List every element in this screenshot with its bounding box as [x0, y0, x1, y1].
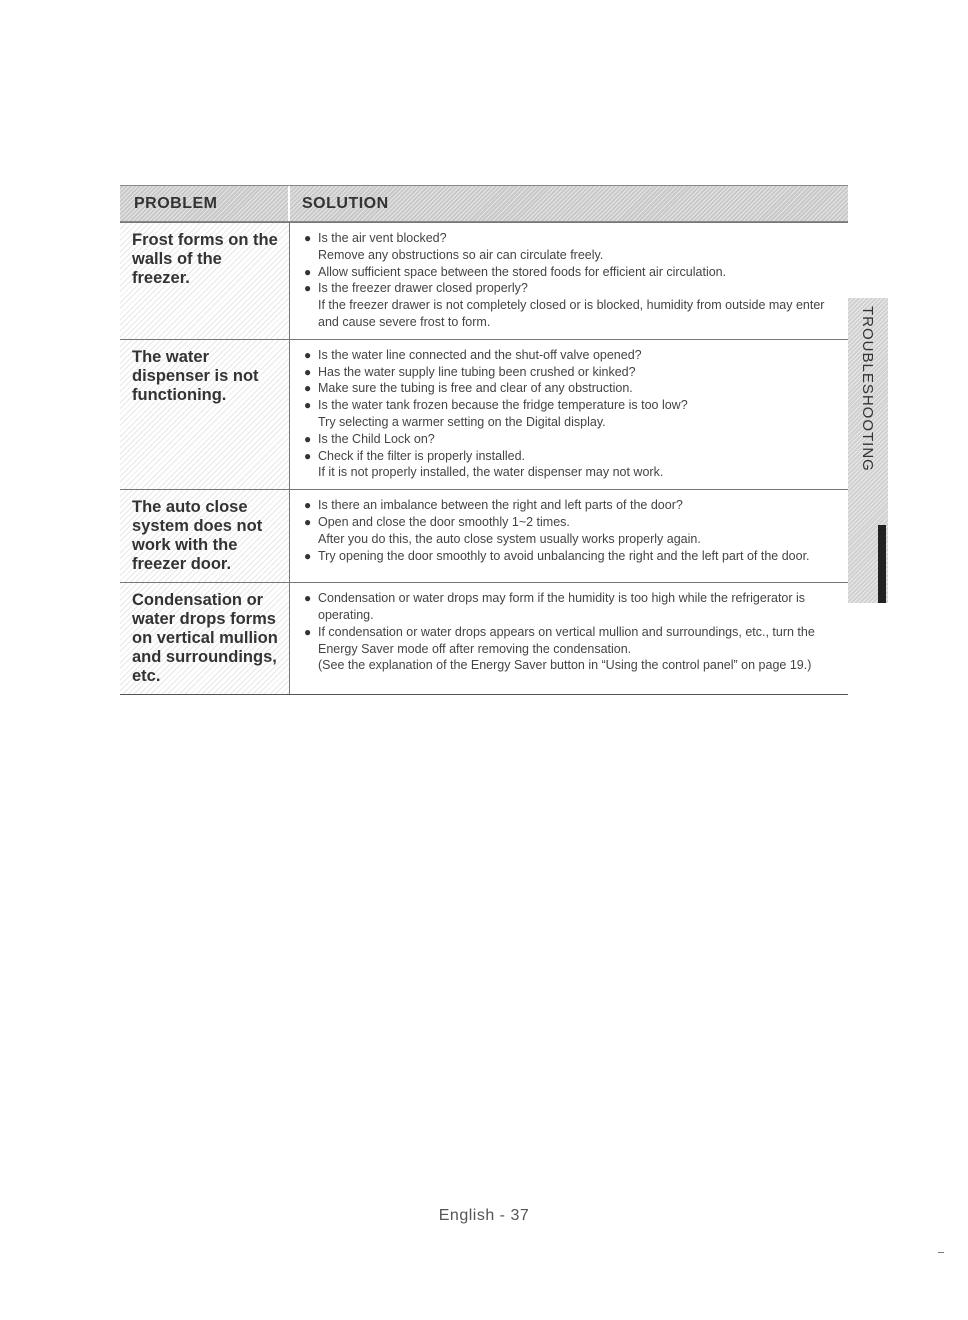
problem-cell: Frost forms on the walls of the freezer.	[120, 223, 290, 339]
bullet-icon: ●	[304, 514, 312, 529]
solution-text: Is the freezer drawer closed properly?	[318, 281, 528, 296]
bullet-icon: ●	[304, 431, 312, 446]
solution-text: Make sure the tubing is free and clear of any obstruction.	[318, 381, 633, 396]
problem-cell: The auto close system does not work with the freezer door.	[120, 490, 290, 582]
solution-text: Is the water line connected and the shut-off valve opened?	[318, 347, 642, 362]
bullet-icon: ●	[304, 398, 312, 413]
solution-text: After you do this, the auto close system usually works properly again.	[318, 531, 701, 546]
table-row	[120, 489, 848, 582]
solution-cell	[290, 340, 848, 489]
problem-cell: Condensation or water drops forms on vertical mullion and surroundings, etc.	[120, 583, 290, 694]
solution-text: Try opening the door smoothly to avoid unbalancing the right and the left part of the door.	[318, 548, 810, 563]
solution-text: Try selecting a warmer setting on the Digital display.	[318, 414, 606, 429]
troubleshooting-table	[120, 185, 848, 695]
solution-text: Remove any obstructions so air can circulate freely.	[318, 247, 604, 262]
bullet-icon: ●	[304, 624, 312, 639]
page-number: English - 37	[438, 1207, 530, 1224]
bullet-icon: ●	[304, 381, 312, 396]
bullet-icon: ●	[304, 498, 312, 513]
bullet-icon: ●	[304, 591, 312, 606]
bullet-icon: ●	[304, 281, 312, 296]
solution-cell	[290, 490, 848, 582]
solution-text: Is there an imbalance between the right and left parts of the door?	[318, 498, 683, 513]
bullet-icon: ●	[304, 364, 312, 379]
solution-column-header: SOLUTION	[302, 194, 389, 212]
bullet-icon: ●	[304, 264, 312, 279]
table-row	[120, 582, 848, 694]
solution-text: Open and close the door smoothly 1~2 times.	[318, 514, 570, 529]
bullet-icon: ●	[304, 347, 312, 362]
solution-text: Condensation or water drops may form if the humidity is too high while the refrigerator is operating.	[318, 591, 806, 622]
solution-text: Is the water tank frozen because the fridge temperature is too low?	[318, 398, 688, 413]
solution-text: (See the explanation of the Energy Saver button in “Using the control panel” on page 19.)	[318, 658, 812, 673]
solution-text: Is the Child Lock on?	[318, 431, 435, 446]
solution-text: Allow sufficient space between the stored foods for efficient air circulation.	[318, 264, 727, 279]
solution-text: Has the water supply line tubing been crushed or kinked?	[318, 364, 636, 379]
bullet-icon: ●	[304, 448, 312, 463]
problem-cell: The water dispenser is not functioning.	[120, 340, 290, 489]
table-header	[120, 185, 848, 222]
table-row	[120, 339, 848, 489]
solution-text: Check if the filter is properly installed.	[318, 448, 526, 463]
section-tab-marker	[878, 525, 886, 603]
crop-mark	[938, 1252, 944, 1253]
solution-text: If condensation or water drops appears on vertical mullion and surroundings, etc., turn the Energy Saver mode off after removing the condensation.	[318, 624, 815, 656]
section-side-tab-label: TROUBLESHOOTING	[859, 306, 876, 472]
bullet-icon: ●	[304, 548, 312, 563]
table-row	[120, 222, 848, 339]
solution-cell	[290, 223, 848, 339]
bullet-icon: ●	[304, 231, 312, 245]
problem-column-header: PROBLEM	[120, 186, 290, 221]
solution-text: If it is not properly installed, the water dispenser may not work.	[318, 465, 664, 480]
solution-cell	[290, 583, 848, 694]
solution-text: Is the air vent blocked?	[318, 231, 447, 245]
solution-text: If the freezer drawer is not completely closed or is blocked, humidity from outside may enter and cause severe frost to form.	[318, 298, 825, 329]
